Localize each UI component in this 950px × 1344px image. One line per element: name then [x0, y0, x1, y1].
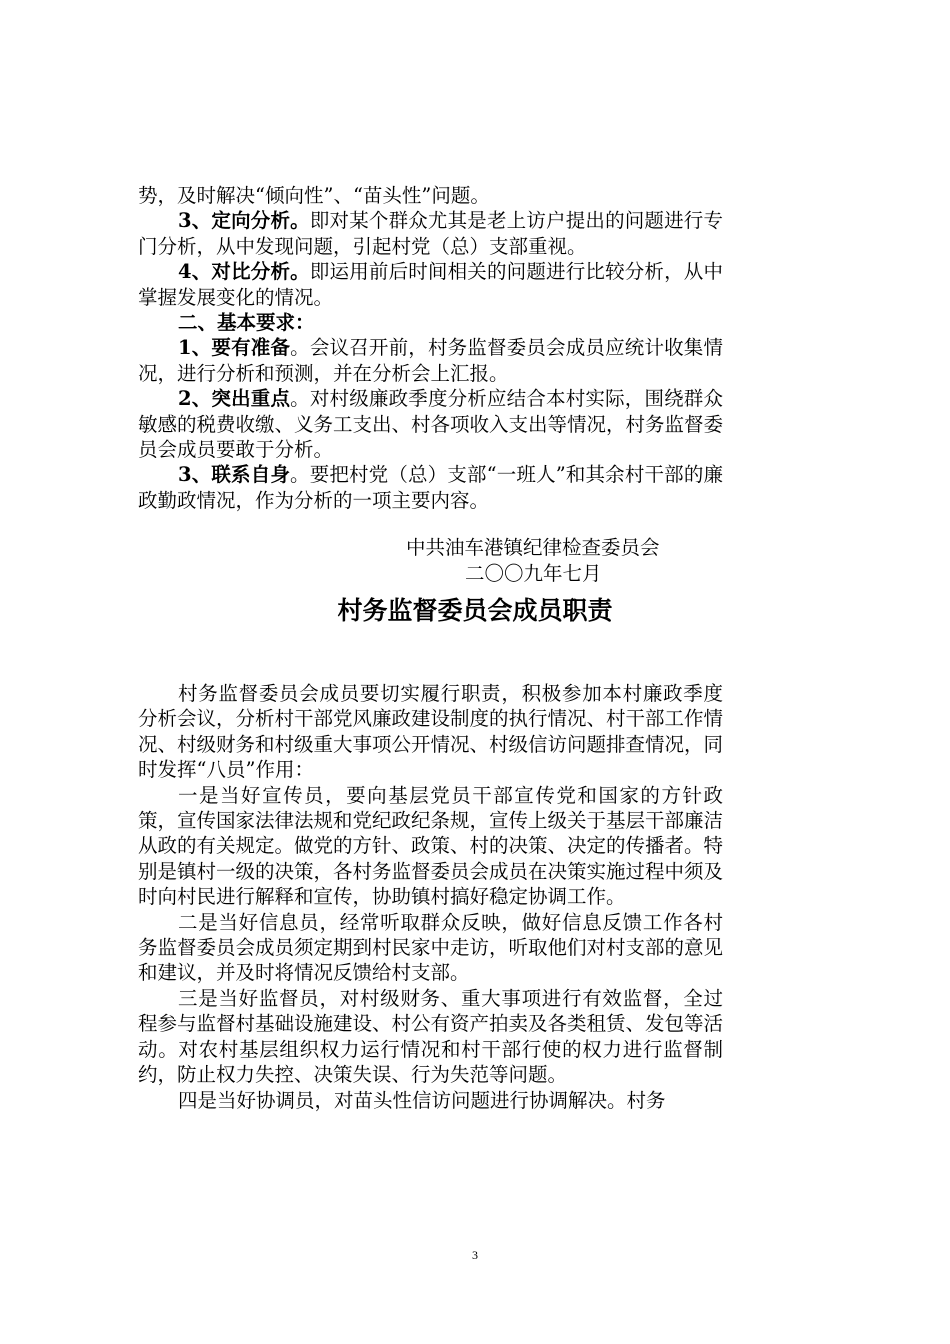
- paragraph: [138, 386, 723, 462]
- paragraph: 四是当好协调员，对苗头性信访问题进行协调解决。村务: [178, 1088, 666, 1112]
- section-analysis-methods: [138, 183, 723, 513]
- paragraph-body: 即对某个群众尤其是老上访户提出的问题进行专门分析，从中发现问题，引起村党（总）支部重视。: [138, 209, 723, 258]
- paragraph-heading: 2、突出重点: [178, 387, 291, 411]
- paragraph-heading: 3、联系自身: [178, 463, 291, 487]
- section-duties: [138, 681, 723, 1113]
- signature-date: 二〇〇九年七月: [465, 562, 602, 585]
- paragraph: 村务监督委员会成员要切实履行职责，积极参加本村廉政季度分析会议，分析村干部党风廉政建设制度的执行情况、村干部工作情况、村级财务和村级重大事项公开情况、村级信访问题排查情况，同时发挥“八员”作用：: [138, 682, 724, 782]
- paragraph-heading: 1、要有准备: [178, 336, 291, 360]
- paragraph-body: 。会议召开前，村务监督委员会成员应统计收集情况，进行分析和预测，并在分析会上汇报。: [138, 336, 723, 385]
- section-heading: 二、基本要求：: [178, 311, 315, 335]
- document-title: 村务监督委员会成员职责: [337, 596, 613, 625]
- paragraph-heading: 4、对比分析。: [178, 260, 310, 284]
- paragraph-body: 即运用前后时间相关的问题进行比较分析，从中掌握发展变化的情况。: [138, 260, 723, 309]
- signature-organization: 中共油车港镇纪律检查委员会: [406, 536, 660, 559]
- paragraph: [138, 208, 723, 259]
- paragraph: 一是当好宣传员，要向基层党员干部宣传党和国家的方针政策，宣传国家法律法规和党纪政纪条规，宣传上级关于基层干部廉洁从政的有关规定。做党的方针、政策、村的决策、决定的传播者。特别是镇村一级的决策，各村务监督委员会成员在决策实施过程中须及时向村民进行解释和宣传，协助镇村搞好稳定协调工作。: [138, 783, 724, 909]
- paragraph-body: 。对村级廉政季度分析应结合本村实际，围绕群众敏感的税费收缴、义务工支出、村各项收入支出等情况，村务监督委员会成员要敢于分析。: [138, 387, 724, 462]
- paragraph: [138, 462, 723, 513]
- page-number: 3: [472, 1248, 478, 1262]
- paragraph: [138, 335, 723, 386]
- paragraph: 二是当好信息员，经常听取群众反映，做好信息反馈工作各村务监督委员会成员须定期到村民家中走访，听取他们对村支部的意见和建议，并及时将情况反馈给村支部。: [138, 910, 724, 985]
- paragraph-body: 。要把村党（总）支部“一班人”和其余村干部的廉政勤政情况，作为分析的一项主要内容。: [138, 463, 723, 512]
- paragraph: 三是当好监督员，对村级财务、重大事项进行有效监督，全过程参与监督村基础设施建设、村公有资产拍卖及各类租赁、发包等活动。对农村基层组织权力运行情况和村干部行使的权力进行监督制约，防止权力失控、决策失误、行为失范等问题。: [138, 986, 724, 1087]
- paragraph: 势，及时解决“倾向性”、“苗头性”问题。: [138, 184, 490, 207]
- paragraph-heading: 3、定向分析。: [178, 209, 310, 233]
- paragraph: [138, 259, 723, 310]
